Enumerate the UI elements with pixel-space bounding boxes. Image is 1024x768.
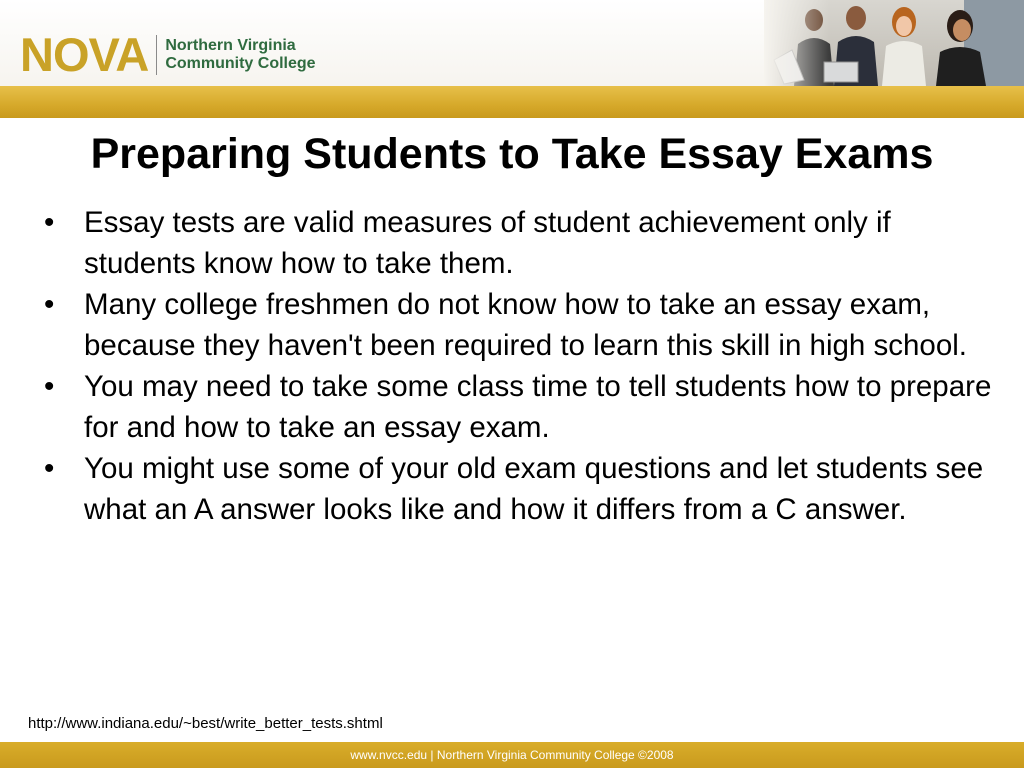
- slide-title: Preparing Students to Take Essay Exams: [90, 130, 934, 178]
- slide-footer: www.nvcc.edu | Northern Virginia Community College ©2008: [0, 742, 1024, 768]
- bullet-icon: •: [44, 206, 55, 239]
- nova-logo: [20, 28, 316, 81]
- logo-divider: [156, 35, 157, 75]
- bullet-text: Many college freshmen do not know how to take an essay exam, because they haven't been required to learn this skill in high school.: [84, 288, 967, 362]
- logo-line-2: Community College: [165, 55, 316, 72]
- logo-text: [165, 37, 315, 73]
- logo-line-1: Northern Virginia: [165, 37, 296, 54]
- students-photo: [764, 0, 1024, 86]
- logo-mark: NOVA: [20, 28, 149, 81]
- slide-header: [0, 0, 1024, 86]
- bullet-text: You may need to take some class time to tell students how to prepare for and how to take an essay exam.: [84, 370, 992, 444]
- bullet-icon: •: [44, 452, 55, 485]
- gold-band: [0, 86, 1024, 118]
- bullet-list: [40, 202, 1000, 530]
- bullet-icon: •: [44, 370, 55, 403]
- bullet-text: You might use some of your old exam questions and let students see what an A answer looks like and how it differs from a C answer.: [84, 452, 984, 526]
- bullet-item: [40, 448, 1000, 530]
- bullet-item: [40, 202, 1000, 284]
- bullet-item: [40, 366, 1000, 448]
- bullet-icon: •: [44, 288, 55, 321]
- bullet-item: [40, 284, 1000, 366]
- bullet-text: Essay tests are valid measures of student achievement only if students know how to take them.: [84, 206, 891, 280]
- source-link[interactable]: http://www.indiana.edu/~best/write_better_tests.shtml: [28, 715, 383, 732]
